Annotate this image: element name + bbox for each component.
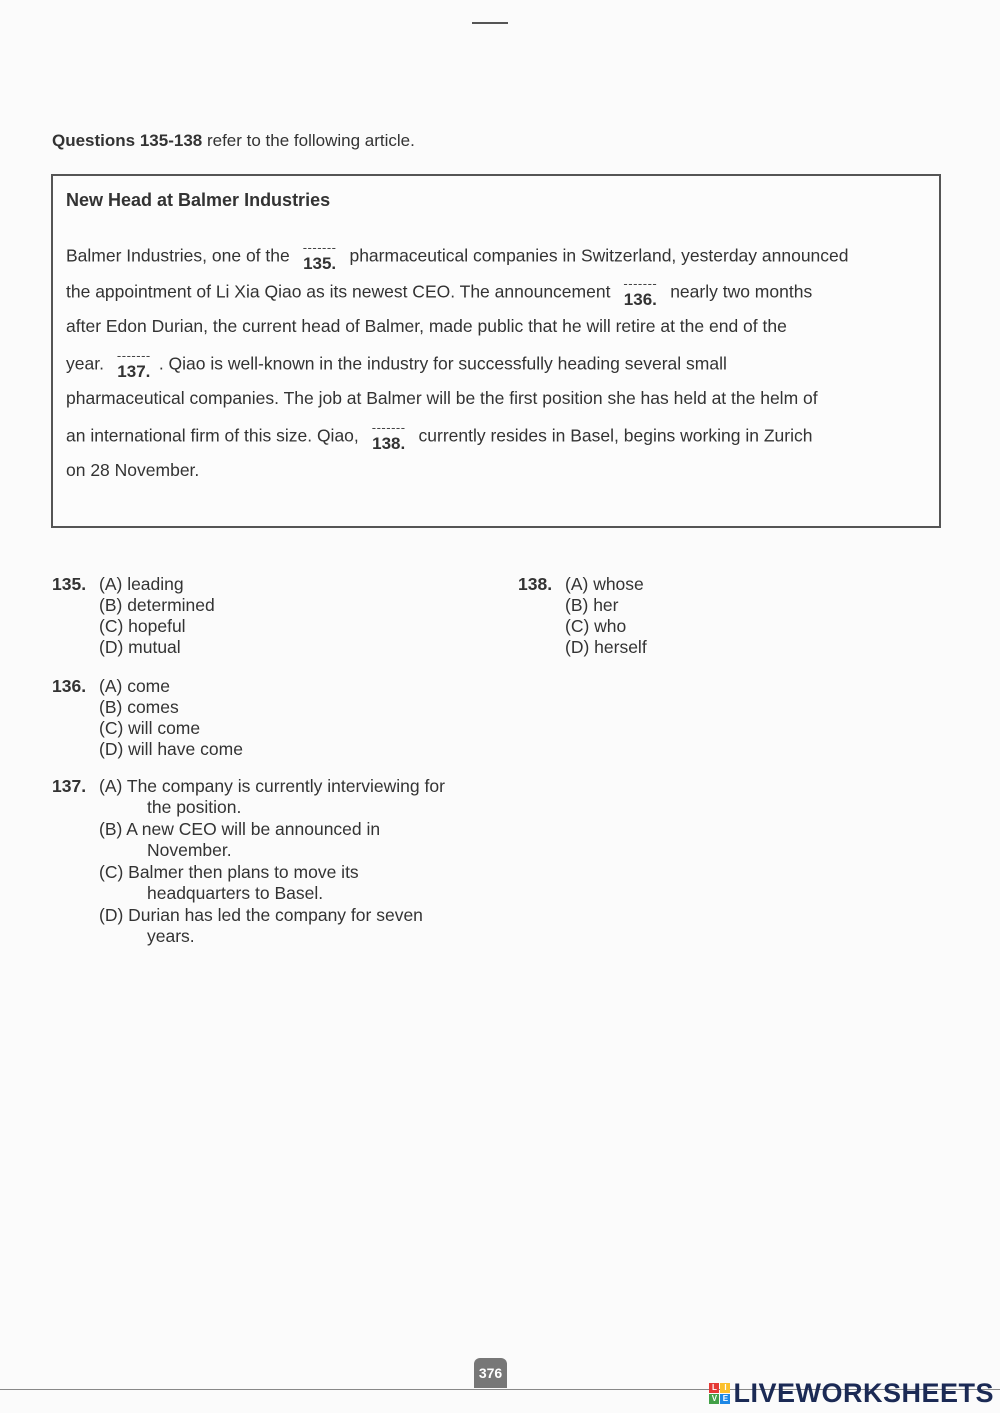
question-number: 136. xyxy=(52,676,87,696)
question-number: 137. xyxy=(52,776,87,796)
logo-letter: E xyxy=(720,1394,730,1404)
article-line-7: on 28 November. xyxy=(66,460,200,480)
intro-text: refer to the following article. xyxy=(202,131,415,150)
questions-intro xyxy=(52,131,415,151)
logo-letter: I xyxy=(720,1383,730,1393)
article-text: nearly two months xyxy=(665,281,813,302)
option-text: (C) Balmer then plans to move its xyxy=(99,862,359,882)
article-text: the appointment of Li Xia Qiao as its newest CEO. The announcement xyxy=(66,281,611,302)
blank-number: 138. xyxy=(372,434,406,453)
option-a[interactable]: (A) leading xyxy=(99,574,184,594)
article-text: . Qiao is well-known in the industry for successfully heading several small xyxy=(158,353,727,374)
article-box xyxy=(51,174,941,528)
blank-dashes: ------- xyxy=(302,240,337,255)
page-number: 376 xyxy=(474,1358,507,1388)
option-d[interactable]: (D) mutual xyxy=(99,637,181,657)
option-c[interactable]: (C) will come xyxy=(99,718,201,738)
liveworksheets-logo-icon xyxy=(709,1383,730,1404)
blank-dashes: ------- xyxy=(116,348,151,363)
option-d[interactable] xyxy=(99,905,423,947)
option-c[interactable]: (C) who xyxy=(565,616,627,636)
logo-letter: V xyxy=(709,1394,719,1404)
logo-letter: L xyxy=(709,1383,719,1393)
article-line-1 xyxy=(66,240,849,273)
article-line-4 xyxy=(66,348,727,381)
option-a[interactable]: (A) come xyxy=(99,676,170,696)
article-line-6 xyxy=(66,420,813,453)
blank-number: 135. xyxy=(303,254,337,273)
article-text: an international firm of this size. Qiao, xyxy=(66,425,359,446)
option-text: (A) The company is currently interviewing for xyxy=(99,776,445,796)
article-line-5: pharmaceutical companies. The job at Balmer will be the first position she has held at the helm of xyxy=(66,388,818,408)
option-text-continued: November. xyxy=(147,840,232,860)
option-text-continued: the position. xyxy=(147,797,242,817)
option-text-continued: headquarters to Basel. xyxy=(147,883,324,903)
article-text: pharmaceutical companies in Switzerland, yesterday announced xyxy=(344,245,849,266)
option-b[interactable]: (B) determined xyxy=(99,595,215,615)
liveworksheets-brand[interactable] xyxy=(709,1378,994,1409)
option-text: (B) A new CEO will be announced in xyxy=(99,819,381,839)
article-text: Balmer Industries, one of the xyxy=(66,245,290,266)
option-b[interactable]: (B) her xyxy=(565,595,619,615)
blank-136[interactable] xyxy=(615,276,665,309)
option-b[interactable] xyxy=(99,819,380,861)
blank-number: 137. xyxy=(117,362,151,381)
option-a[interactable] xyxy=(99,776,445,818)
option-c[interactable]: (C) hopeful xyxy=(99,616,186,636)
questions-range: Questions 135-138 xyxy=(52,131,203,150)
question-number: 138. xyxy=(518,574,553,594)
brand-name: LIVEWORKSHEETS xyxy=(733,1378,994,1408)
article-text: year. xyxy=(66,353,104,374)
question-number: 135. xyxy=(52,574,87,594)
article-text: currently resides in Basel, begins working in Zurich xyxy=(413,425,813,446)
option-text-continued: years. xyxy=(147,926,195,946)
article-line-3: after Edon Durian, the current head of Balmer, made public that he will retire at the end of the xyxy=(66,316,787,336)
option-d[interactable]: (D) will have come xyxy=(99,739,243,759)
blank-dashes: ------- xyxy=(371,420,406,435)
blank-135[interactable] xyxy=(295,240,345,273)
blank-dashes: ------- xyxy=(623,276,658,291)
top-rule xyxy=(472,22,508,24)
option-a[interactable]: (A) whose xyxy=(565,574,644,594)
option-d[interactable]: (D) herself xyxy=(565,637,647,657)
blank-137[interactable] xyxy=(109,348,159,381)
option-b[interactable]: (B) comes xyxy=(99,697,179,717)
article-title: New Head at Balmer Industries xyxy=(66,190,331,210)
blank-138[interactable] xyxy=(364,420,414,453)
option-c[interactable] xyxy=(99,862,359,904)
article-line-2 xyxy=(66,276,813,309)
blank-number: 136. xyxy=(623,290,657,309)
option-text: (D) Durian has led the company for seven xyxy=(99,905,423,925)
